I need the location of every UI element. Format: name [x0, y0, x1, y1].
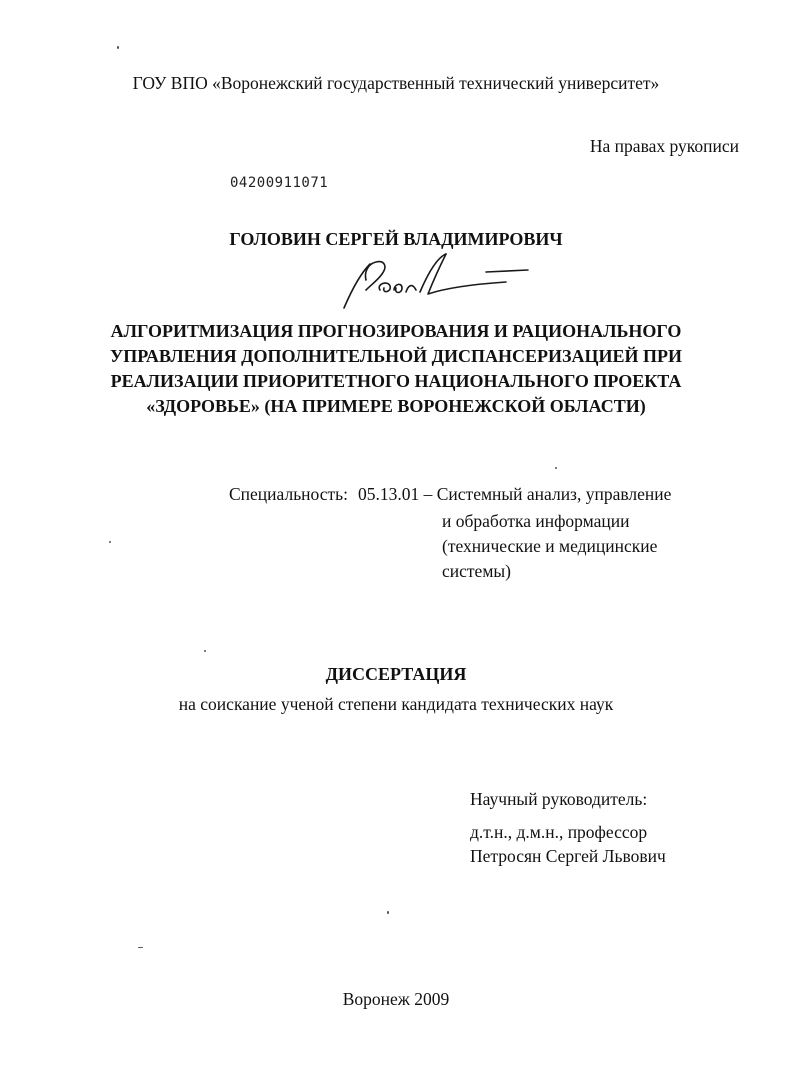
advisor-label: Научный руководитель: [470, 789, 648, 809]
dissertation-heading: ДИССЕРТАЦИЯ [325, 664, 467, 684]
specialty-label: Специальность: [229, 484, 348, 504]
title-line: УПРАВЛЕНИЯ ДОПОЛНИТЕЛЬНОЙ ДИСПАНСЕРИЗАЦИЕЙ ПРИ [109, 346, 683, 366]
scan-speck [387, 911, 389, 914]
advisor-degrees: д.т.н., д.м.н., профессор [470, 822, 648, 842]
registration-code: 04200911071 [230, 175, 329, 191]
scan-speck [117, 46, 119, 49]
specialty-line: (технические и медицинские [442, 536, 658, 556]
scan-speck [109, 541, 111, 543]
title-line: «ЗДОРОВЬЕ» (НА ПРИМЕРЕ ВОРОНЕЖСКОЙ ОБЛАСТИ) [146, 396, 646, 416]
dissertation-subtitle: на соискание ученой степени кандидата технических наук [178, 694, 614, 714]
advisor-name: Петросян Сергей Львович [470, 846, 666, 866]
author-name: ГОЛОВИН СЕРГЕЙ ВЛАДИМИРОВИЧ [229, 229, 563, 249]
dissertation-title [96, 319, 696, 419]
institution-name: ГОУ ВПО «Воронежский государственный технический университет» [132, 73, 660, 93]
scan-speck [555, 467, 557, 469]
specialty-continuation [442, 509, 657, 584]
manuscript-rights-note: На правах рукописи [589, 136, 739, 156]
author-signature [336, 250, 536, 314]
title-line: АЛГОРИТМИЗАЦИЯ ПРОГНОЗИРОВАНИЯ И РАЦИОНАЛЬНОГО [110, 321, 682, 341]
city-year: Воронеж 2009 [342, 989, 450, 1009]
scan-speck [138, 947, 143, 948]
specialty-line: системы) [442, 561, 511, 581]
title-line: РЕАЛИЗАЦИИ ПРИОРИТЕТНОГО НАЦИОНАЛЬНОГО ПРОЕКТА [110, 371, 682, 391]
specialty-first-line: 05.13.01 – Системный анализ, управление [358, 484, 672, 504]
specialty-line: и обработка информации [442, 511, 630, 531]
scan-speck [204, 650, 206, 652]
advisor-details [470, 820, 666, 868]
